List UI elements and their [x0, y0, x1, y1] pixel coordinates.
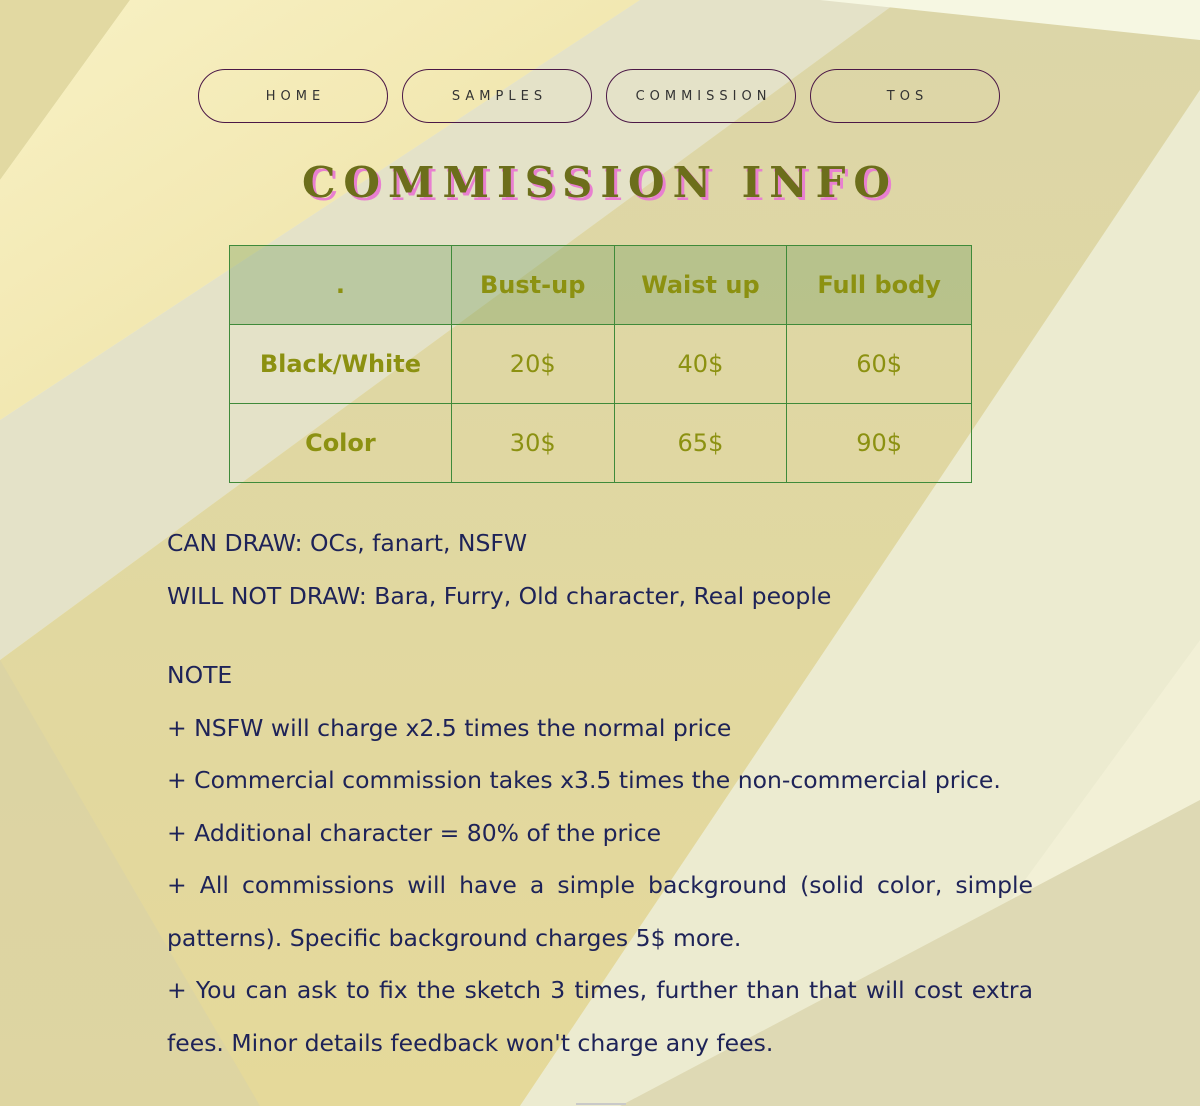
- will-not-draw-text: WILL NOT DRAW: Bara, Furry, Old character, Real people: [167, 581, 832, 610]
- nav-home-button[interactable]: [198, 69, 388, 123]
- nav-commission-label: COMMISSION: [635, 88, 772, 104]
- nav-commission-button[interactable]: [606, 69, 796, 123]
- nav-samples-button[interactable]: [402, 69, 592, 123]
- page-title: COMMISSION INFO: [301, 158, 899, 207]
- nav-home-label: HOME: [265, 88, 326, 104]
- divider: [576, 1103, 626, 1105]
- table-header-full-body: Full body: [787, 246, 972, 325]
- price-cell: 40$: [614, 325, 787, 404]
- table-header-corner: .: [230, 246, 452, 325]
- row-label-black-white: Black/White: [230, 325, 452, 404]
- price-cell: 65$: [614, 404, 787, 483]
- note-item: + You can ask to fix the sketch 3 times, further than that will cost extra fees. Minor details feedback won't charge any fees.: [167, 976, 1033, 1057]
- note-item: + Additional character = 80% of the price: [167, 818, 662, 847]
- spacer: [167, 622, 1033, 649]
- commission-info-text: [167, 517, 1033, 1069]
- can-draw-text: CAN DRAW: OCs, fanart, NSFW: [167, 529, 528, 557]
- note-heading: NOTE: [167, 661, 233, 689]
- price-cell: 60$: [787, 325, 972, 404]
- nav-tos-label: TOS: [886, 88, 929, 104]
- nav-samples-label: SAMPLES: [451, 88, 548, 104]
- note-item: + NSFW will charge x2.5 times the normal price: [167, 713, 732, 742]
- table-header-row: [230, 246, 972, 325]
- main-nav: [198, 69, 1004, 125]
- nav-tos-button[interactable]: [810, 69, 1000, 123]
- table-header-waist-up: Waist up: [614, 246, 787, 325]
- price-table: [229, 245, 972, 483]
- price-cell: 90$: [787, 404, 972, 483]
- table-header-bust-up: Bust-up: [451, 246, 614, 325]
- price-cell: 20$: [451, 325, 614, 404]
- table-row: [230, 325, 972, 404]
- note-item: + Commercial commission takes x3.5 times the non-commercial price.: [167, 766, 1001, 794]
- table-row: [230, 404, 972, 483]
- price-cell: 30$: [451, 404, 614, 483]
- row-label-color: Color: [230, 404, 452, 483]
- note-item: + All commissions will have a simple background (solid color, simple patterns). Specific background charges 5$ more.: [167, 871, 1033, 952]
